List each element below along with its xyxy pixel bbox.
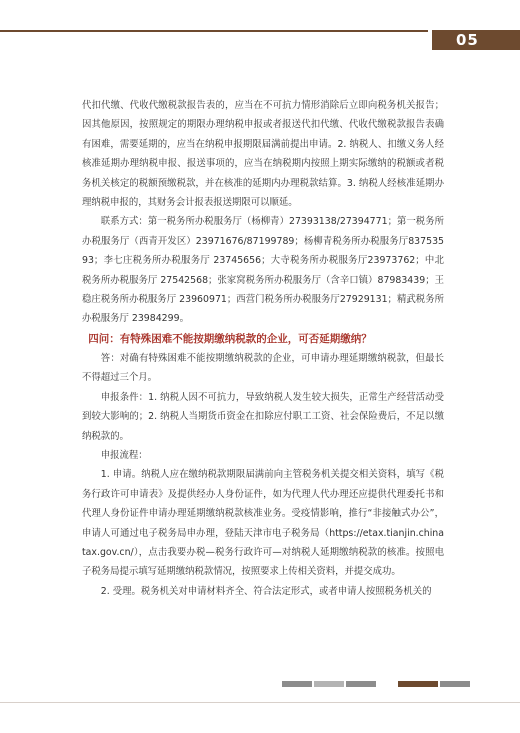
paragraph-step-apply: 1. 申请。纳税人应在缴纳税款期限届满前向主管税务机关提交相关资料，填写《税务行政许可申请表》及提供经办人身份证件，如为代理人代办理还应提供代理委托书和代理人身份证件申请办理延期缴纳税款核准业务。受疫情影响，推行“非接触式办公”，申请人可通过电子税务局申办理，登陆天津市电子税务局（https://etax.tianjin.chinatax.gov.cn/），点击我要办税—税务行政许可—对纳税人延期缴纳税款的核准。按照电子税务局提示填写延期缴纳税款情况，按照要求上传相关资料，并提交成功。 [82,469,444,578]
footer-decoration-bar [346,681,376,687]
bottom-divider [0,702,520,703]
header-rule [0,30,428,50]
section-heading-q4: 四问：有特殊困难不能按期缴纳税款的企业，可否延期缴纳？ [88,332,372,345]
page-body [82,96,444,601]
footer-decoration-bar [282,681,312,687]
page-number: 05 [432,30,520,50]
paragraph-answer: 答：对确有特殊困难不能按期缴纳税款的企业，可申请办理延期缴纳税款，但最长不得超过三个月。 [82,352,444,384]
footer-decoration-bar-accent [398,681,438,687]
paragraph-process-label: 申报流程： [100,449,148,461]
footer-decoration-bar [440,681,470,687]
paragraph-continuation: 代扣代缴、代收代缴税款报告表的，应当在不可抗力情形消除后立即向税务机关报告；因其他原因，按照规定的期限办理纳税申报或者报送代扣代缴、代收代缴税款报告表确有困难，需要延期的，应当在纳税申报期限届满前提出申请。2. 纳税人、扣缴义务人经核准延期办理纳税申报、报送事项的，应当在纳税期内按照上期实际缴纳的税额或者税务机关核定的税额预缴税款，并在核准的延期内办理税款结算。3. 纳税人经核准延期办理纳税申报的，其财务会计报表报送期限可以顺延。 [82,100,444,209]
paragraph-conditions: 申报条件：1. 纳税人因不可抗力，导致纳税人发生较大损失，正常生产经营活动受到较大影响的；2. 纳税人当期货币资金在扣除应付职工工资、社会保险费后，不足以缴纳税款的。 [82,391,444,442]
footer-decoration-bar [314,681,344,687]
paragraph-contacts: 联系方式：第一税务所办税服务厅（杨柳青）27393138/27394771；第一税务所办税服务厅（西青开发区）23971676/87199789；杨柳青税务所办税服务厅83753593；李七庄税务所办税服务厅 23745656；大寺税务所办税服务厅23973762；中北税务所办税服务厅 27542568；张家窝税务所办税服务厅（含辛口镇）87983439；王稳庄税务所办税服务厅 23960971；西营门税务所办税服务厅27929131；精武税务所办税服务厅 23984299。 [82,216,444,325]
paragraph-step-accept: 2. 受理。税务机关对申请材料齐全、符合法定形式，或者申请人按照税务机关的 [100,585,432,597]
